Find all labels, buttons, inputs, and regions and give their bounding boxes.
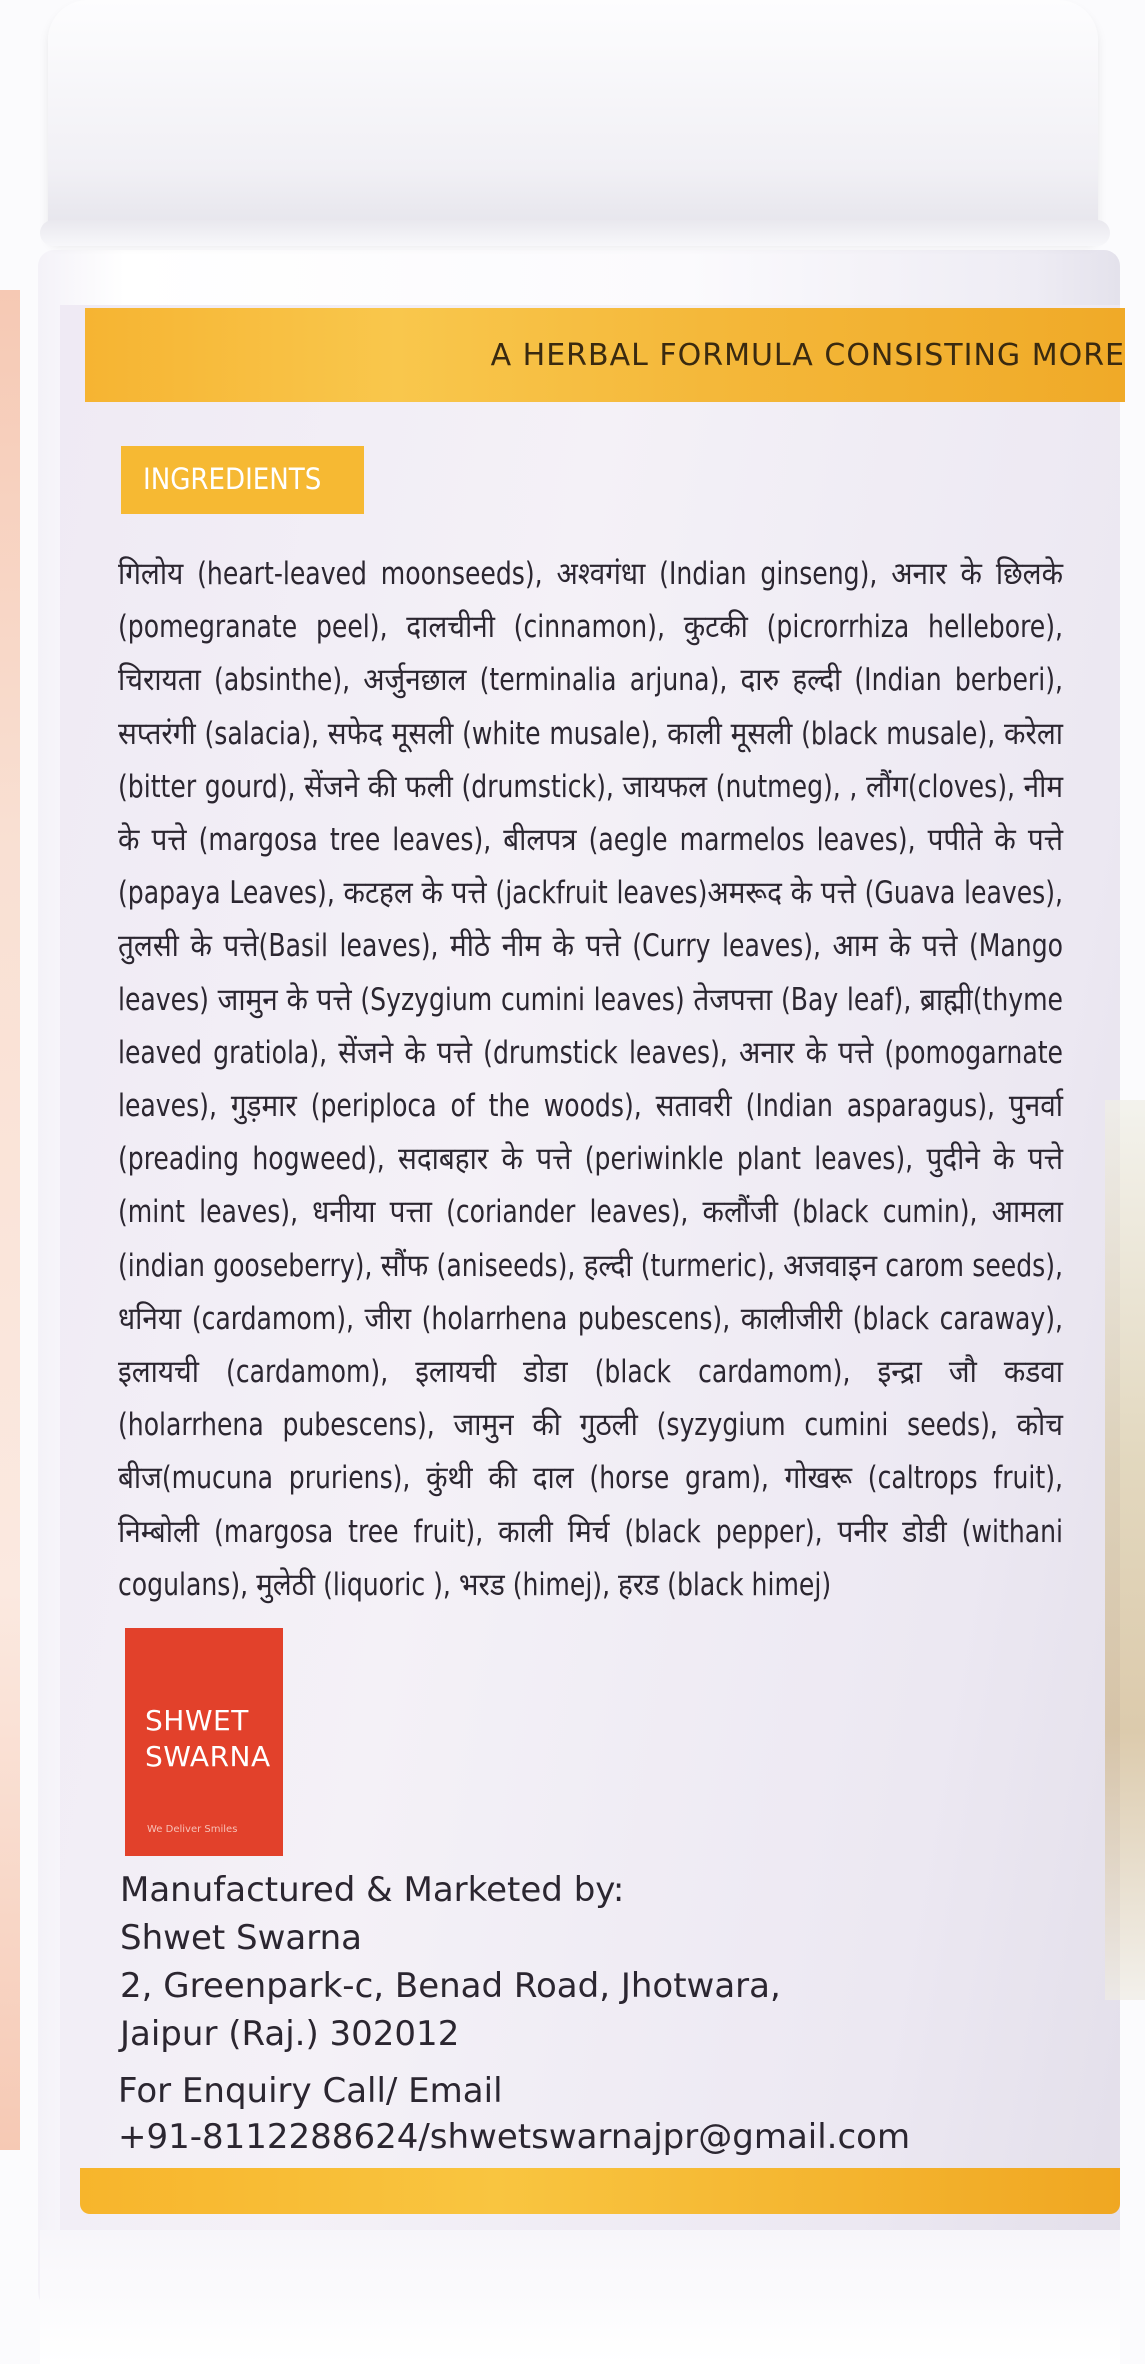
herb-illustration [1105, 1100, 1145, 2000]
logo-line1: SHWET [145, 1704, 249, 1737]
ingredients-text: गिलोय (heart-leaved moonseeds), अश्वगंधा (Indian ginseng), अनार के छिलके (pomegranate peel), दालचीनी (cinnamon), कुटकी (picrorrhiza hellebore), चिरायता (absinthe), अर्जुनछाल (terminalia arjuna), दारु हल्दी (Indian berberi), सप्तरंगी (salacia), सफेद मूसली (white musale), काली मूसली (black musale), करेला (bitter gourd), सेंजने की फली (drumstick), जायफल (nutmeg), , लौंग(cloves), नीम के पत्ते (margosa tree leaves), बीलपत्र (aegle marmelos leaves), पपीते के पत्ते (papaya Leaves), कटहल के पत्ते (jackfruit leaves)अमरूद के पत्ते (Guava leaves), तुलसी के पत्ते(Basil leaves), मीठे नीम के पत्ते (Curry leaves), आम के पत्ते (Mango leaves) जामुन के पत्ते (Syzygium cumini leaves) तेजपत्ता (Bay leaf), ब्राह्मी(thyme leaved gratiola), सेंजने के पत्ते (drumstick leaves), अनार के पत्ते (pomogarnate leaves), गुड़मार (periploca of the woods), सतावरी (Indian asparagus), पुनर्वा (preading hogweed), सदाबहार के पत्ते (periwinkle plant leaves), पुदीने के पत्ते (mint leaves), धनीया पत्ता (coriander leaves), कलौंजी (black cumin), आमला (indian gooseberry), सौंफ (aniseeds), हल्दी (turmeric), अजवाइन carom seeds), धनिया (cardamom), जीरा (holarrhena pubescens), कालीजीरी (black caraway), इलायची (cardamom), इलायची डोडा (black cardamom), इन्द्रा जौ कडवा (holarrhena pubescens), जामुन की गुठली (syzygium cumini seeds), कोच बीज(mucuna pruriens), कुंथी की दाल (horse gram), गोखरू (caltrops fruit), निम्बोली (margosa tree fruit), काली मिर्च (black pepper), पनीर डोडी (withani cogulans), मुलेठी (liquoric ), भरड (himej), हरड (black himej) [118, 556, 1063, 1603]
manufacturer-name: Shwet Swarna [120, 1918, 362, 1958]
brand-logo [125, 1628, 283, 1856]
manufacturer-heading: Manufactured & Marketed by: [120, 1870, 625, 1910]
ingredients-tag [121, 446, 364, 514]
bottom-band [80, 2168, 1120, 2214]
enquiry-contact: +91-8112288624/shwetswarnajpr@gmail.com [118, 2117, 911, 2157]
jar-lid-rim [40, 220, 1110, 246]
logo-tagline: We Deliver Smiles [147, 1824, 238, 1835]
enquiry-block [118, 2068, 910, 2160]
manufacturer-address-line2: Jaipur (Raj.) 302012 [120, 2014, 460, 2054]
jar-base [40, 2230, 1120, 2364]
manufacturer-address-line1: 2, Greenpark-c, Benad Road, Jhotwara, [120, 1966, 781, 2006]
ingredients-tag-label: INGREDIENTS [143, 462, 322, 496]
manufacturer-block [120, 1866, 781, 2058]
logo-line2: SWARNA [145, 1740, 271, 1773]
left-edge-label [0, 290, 20, 2150]
enquiry-label: For Enquiry Call/ Email [118, 2071, 503, 2111]
band-text: A HERBAL FORMULA CONSISTING MORE [490, 338, 1125, 373]
top-band [85, 308, 1125, 402]
jar-lid [48, 0, 1098, 240]
